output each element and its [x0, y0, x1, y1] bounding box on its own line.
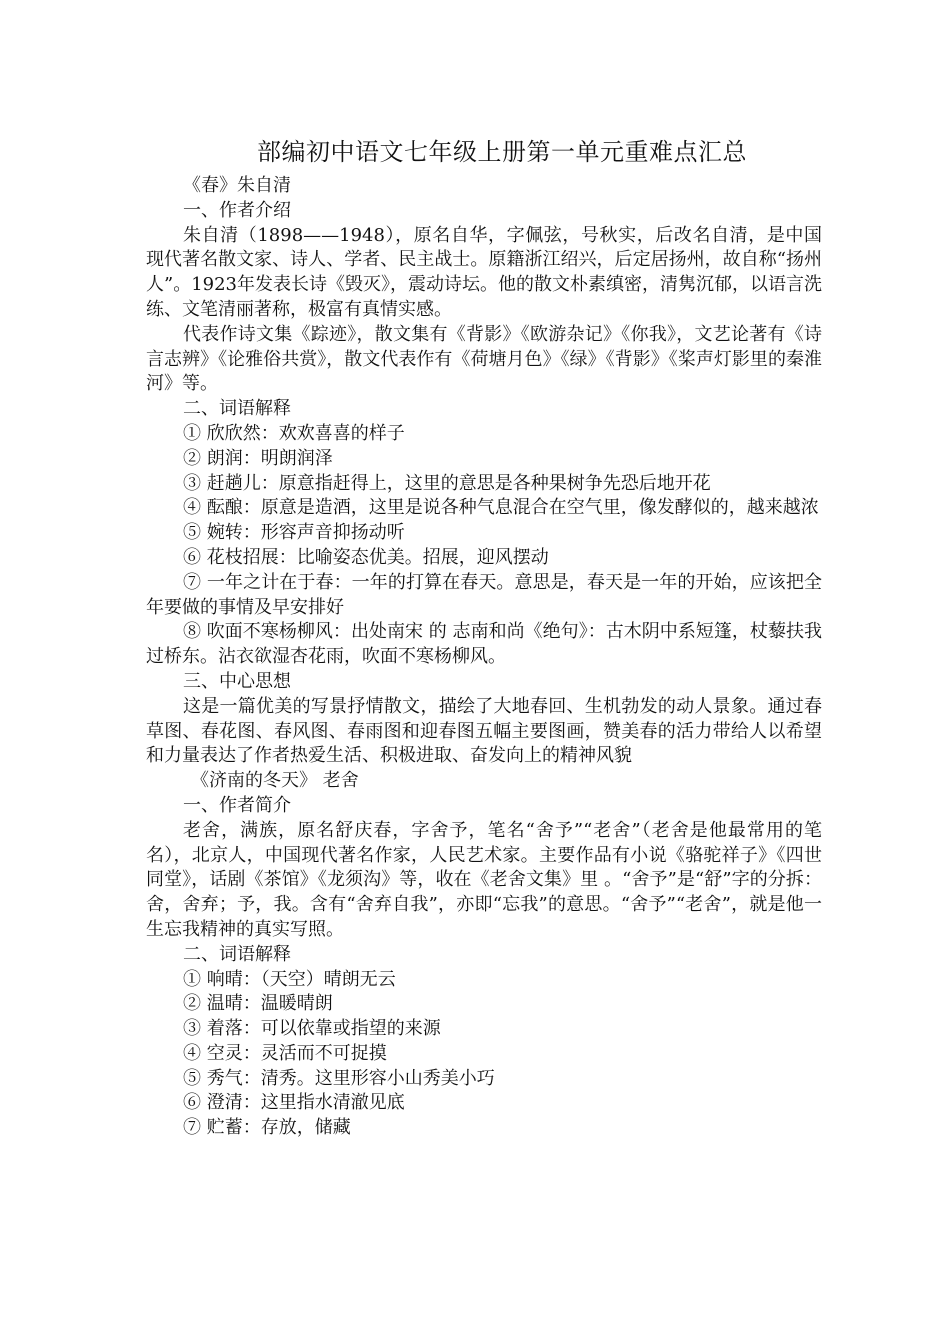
- theme-paragraph: 这是一篇优美的写景抒情散文，描绘了大地春回、生机勃发的动人景象。通过春草图、春花图、春风图、春雨图和迎春图五幅主要图画，赞美春的活力带给人以希望和力量表达了作者热爱生活、积极进取、奋发向上的精神风貌: [146, 695, 822, 767]
- author-paragraph: 老舍，满族，原名舒庆春，字舍予，笔名“舍予”“老舍”（老舍是他最常用的笔名），北京人，中国现代著名作家，人民艺术家。主要作品有小说《骆驼祥子》《四世同堂》，话剧《茶馆》《龙须沟》等，收在《老舍文集》里 。“舍予”是“舒”字的分拆：舍，舍弃；予，我。含有“舍弃自我”，亦即“忘我”的意思。“舍予”“老舍”，就是他一生忘我精神的真实写照。: [146, 819, 822, 940]
- vocab-item: ⑤ 婉转：形容声音抑扬动听: [183, 522, 405, 544]
- author-heading: 一、作者简介: [183, 794, 291, 816]
- vocab-item: ⑧ 吹面不寒杨柳风：出处南宋 的 志南和尚《绝句》：古木阴中系短篷，杖藜扶我过桥东。沾衣欲湿杏花雨，吹面不寒杨柳风。: [146, 621, 822, 668]
- section-jinan-winter: [146, 769, 822, 1141]
- vocab-item: ⑦ 一年之计在于春：一年的打算在春天。意思是，春天是一年的开始，应该把全年要做的事情及早安排好: [146, 571, 822, 618]
- theme-heading: 三、中心思想: [183, 670, 291, 692]
- vocab-item: ④ 酝酿：原意是造酒，这里是说各种气息混合在空气里，像发酵似的，越来越浓: [183, 497, 819, 519]
- section-heading-jinan: 《济南的冬天》 老舍: [191, 770, 359, 792]
- section-heading-spring: 《春》朱自清: [183, 175, 291, 196]
- vocab-item: ⑤ 秀气：清秀。这里形容小山秀美小巧: [183, 1067, 495, 1089]
- vocab-heading: 二、词语解释: [183, 398, 291, 420]
- vocab-item: ① 欣欣然：欢欢喜喜的样子: [183, 422, 405, 444]
- document-page: [146, 132, 822, 1141]
- vocab-item: ③ 着落：可以依靠或指望的来源: [183, 1018, 441, 1040]
- author-heading: 一、作者介绍: [183, 199, 291, 221]
- vocab-item: ④ 空灵：灵活而不可捉摸: [183, 1042, 387, 1064]
- works-paragraph: 代表作诗文集《踪迹》，散文集有《背影》《欧游杂记》《你我》，文艺论著有《诗言志辨》《论雅俗共赏》，散文代表作有《荷塘月色》《绿》《背影》《桨声灯影里的秦淮河》等。: [146, 323, 822, 395]
- vocab-item: ① 响晴：（天空）晴朗无云: [183, 968, 396, 990]
- document-title: 部编初中语文七年级上册第一单元重难点汇总: [257, 138, 747, 166]
- vocab-heading: 二、词语解释: [183, 943, 291, 965]
- vocab-item: ⑥ 澄清：这里指水清澈见底: [183, 1092, 405, 1114]
- author-paragraph: 朱自清（1898——1948），原名自华，字佩弦，号秋实，后改名自清，是中国现代著名散文家、诗人、学者、民主战士。原籍浙江绍兴，后定居扬州，故自称“扬州人”。1923年发表长诗《毁灭》，震动诗坛。他的散文朴素缜密，清隽沉郁，以语言洗练、文笔清丽著称，极富有真情实感。: [146, 224, 823, 320]
- vocab-item: ③ 赶趟儿：原意指赶得上，这里的意思是各种果树争先恐后地开花: [183, 472, 711, 494]
- vocab-item: ⑦ 贮蓄：存放，储藏: [183, 1117, 351, 1139]
- vocab-item: ⑥ 花枝招展：比喻姿态优美。招展，迎风摆动: [183, 546, 549, 568]
- section-spring: [146, 174, 822, 769]
- vocab-item: ② 朗润：明朗润泽: [183, 447, 333, 469]
- vocab-item: ② 温晴：温暖晴朗: [183, 993, 333, 1015]
